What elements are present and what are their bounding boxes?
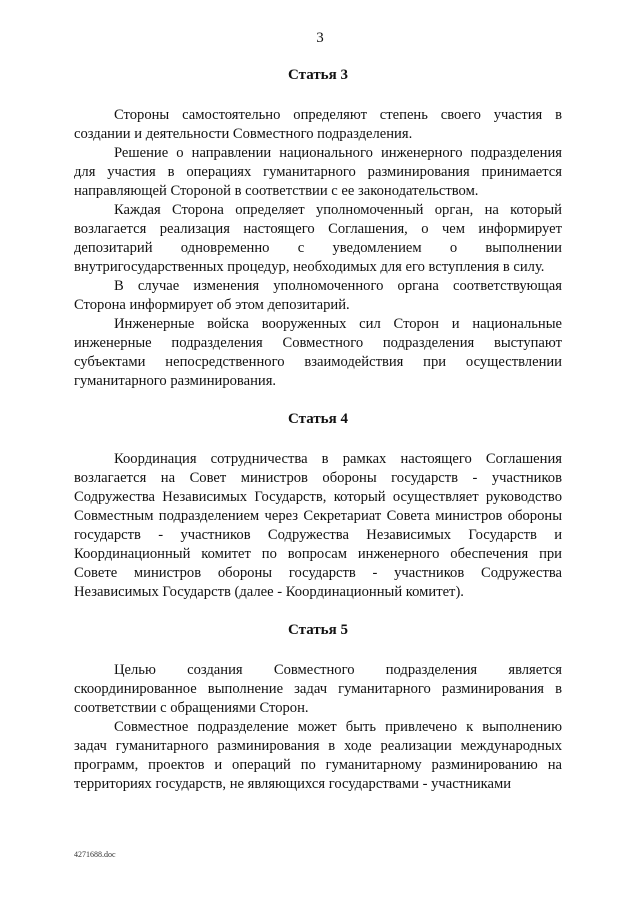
- article-5-title: Статья 5: [288, 622, 348, 638]
- article-3-paragraph-4: В случае изменения уполномоченного органа соответствующая Сторона информирует об этом депозитарий.: [74, 278, 562, 313]
- document-body: [74, 65, 562, 794]
- article-3-paragraph-5: Инженерные войска вооруженных сил Сторон и национальные инженерные подразделения Совместного подразделения выступают субъектами непосредственного взаимодействия при осуществлении гуманитарного разминирования.: [74, 316, 562, 389]
- article-5-paragraph-2: Совместное подразделение может быть привлечено к выполнению задач гуманитарного разминирования в ходе реализации международных программ, проектов и операций по гуманитарному разминированию на территориях государств, не являющихся государствами - участниками: [74, 719, 562, 792]
- article-3-paragraph-2: Решение о направлении национального инженерного подразделения для участия в операциях гуманитарного разминирования принимается направляющей Стороной в соответствии с ее законодательством.: [74, 145, 562, 199]
- article-5-paragraph-1: Целью создания Совместного подразделения является скоординированное выполнение задач гуманитарного разминирования в соответствии с обращениями Сторон.: [74, 662, 562, 716]
- article-3-paragraph-1: Стороны самостоятельно определяют степень своего участия в создании и деятельности Совместного подразделения.: [74, 107, 562, 142]
- article-3-paragraph-3: Каждая Сторона определяет уполномоченный орган, на который возлагается реализация настоящего Соглашения, о чем информирует депозитарий одновременно с уведомлением о выполнении внутригосударственных процедур, необходимых для его вступления в силу.: [74, 202, 562, 275]
- article-4-paragraph-1: Координация сотрудничества в рамках настоящего Соглашения возлагается на Совет министров обороны государств - участников Содружества Независимых Государств, который осуществляет руководство Совместным подразделением через Секретариат Совета министров обороны государств - участников Содружества Независимых Государств и Координационный комитет по вопросам инженерного обеспечения при Совете министров обороны государств - участников Содружества Независимых Государств (далее - Координационный комитет).: [74, 451, 562, 600]
- article-3-title: Статья 3: [288, 67, 348, 83]
- file-name-footer: 4271688.doc: [74, 850, 116, 859]
- page-number: 3: [316, 30, 324, 46]
- article-4-title: Статья 4: [288, 411, 348, 427]
